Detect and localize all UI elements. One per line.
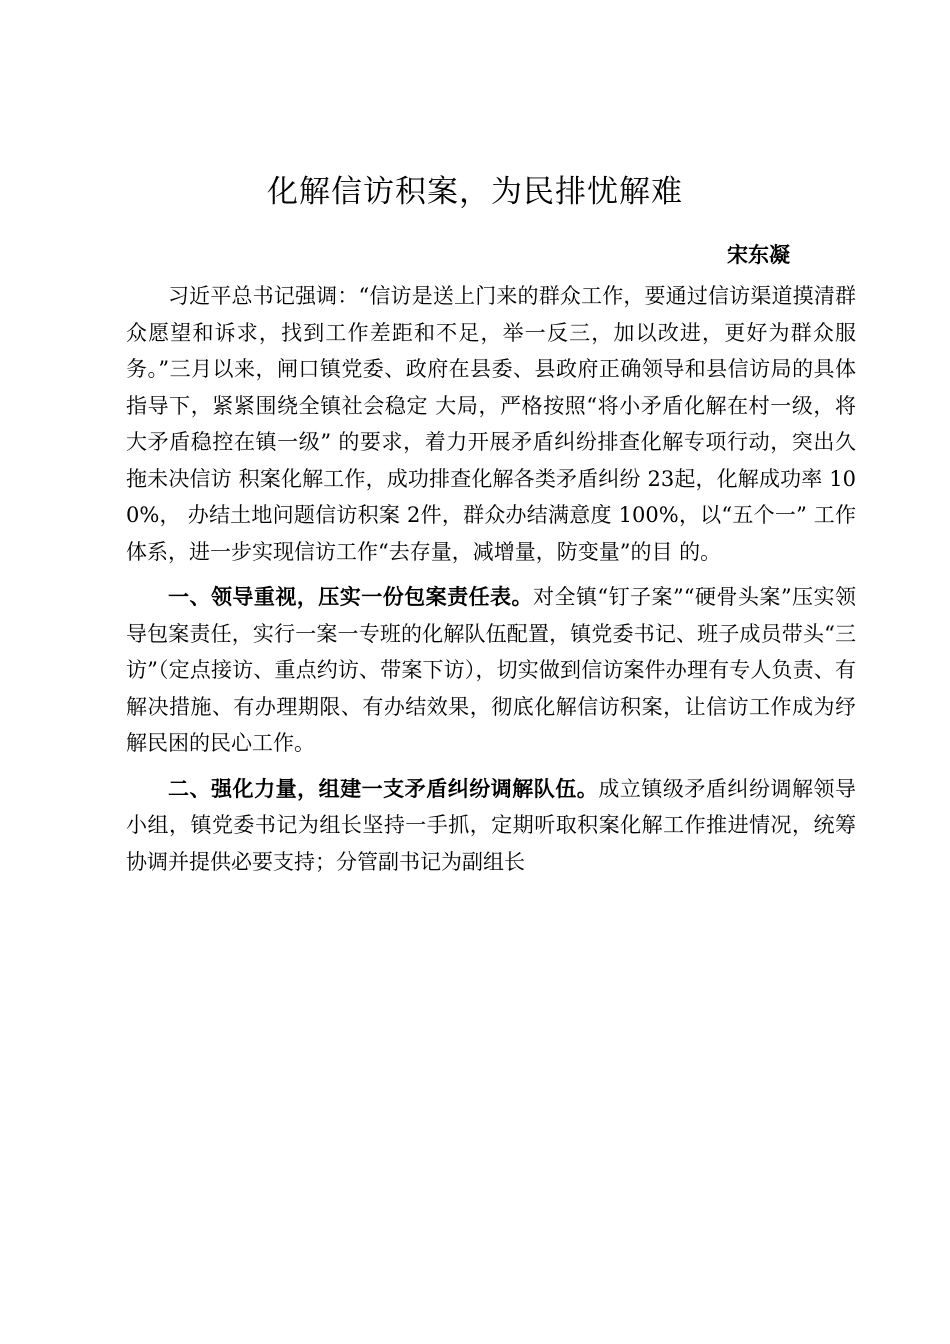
paragraph-text: 成立镇级矛盾纠纷调解领导小组，镇党委书记为组长坚持一手抓，定期听取积案化解工作推进情况，统筹协调并提供必要支持；分管副书记为副组长: [126, 776, 857, 874]
paragraph-text: 对全镇“钉子案”“硬骨头案”压实领导包案责任，实行一案一专班的化解队伍配置，镇党委书记、班子成员带头“三访”（定点接访、重点约访、带案下访），切实做到信访案件办理有专人负责、有解决措施、有办理期限、有办结效果，彻底化解信访积案，让信访工作成为纾解民困的民心工作。: [126, 585, 856, 755]
section-two-paragraph: [126, 771, 856, 881]
section-one-paragraph: [126, 579, 856, 762]
section-two-heading: 二、强化力量，组建一支矛盾纠纷调解队伍。: [168, 776, 599, 801]
section-one-heading: 一、领导重视，压实一份包案责任表。: [168, 585, 533, 609]
paragraph-text: 习近平总书记强调：“信访是送上门来的群众工作，要通过信访渠道摸清群众愿望和诉求，找到工作差距和不足，举一反三，加以改进，更好为群众服务。”三月以来，闸口镇党委、政府在县委、县政府正确领导和县信访局的具体指导下，紧紧围绕全镇社会稳定 大局，严格按照“将小矛盾化解在村一级，将大矛盾稳控在镇一级” 的要求，着力开展矛盾纠纷排查化解专项行动，突出久拖未决信访 积案化解工作，成功排查化解各类矛盾纠纷 23起，化解成功率 100%， 办结土地问题信访积案 2件，群众办结满意度 100%，以“五个一” 工作体系，进一步实现信访工作“去存量，减增量，防变量”的目 的。: [126, 284, 856, 564]
document-body: [126, 278, 856, 880]
document-title: 化解信访积案，为民排忧解难: [267, 174, 683, 210]
intro-paragraph: [126, 278, 856, 570]
author-name: 宋东凝: [727, 243, 790, 267]
